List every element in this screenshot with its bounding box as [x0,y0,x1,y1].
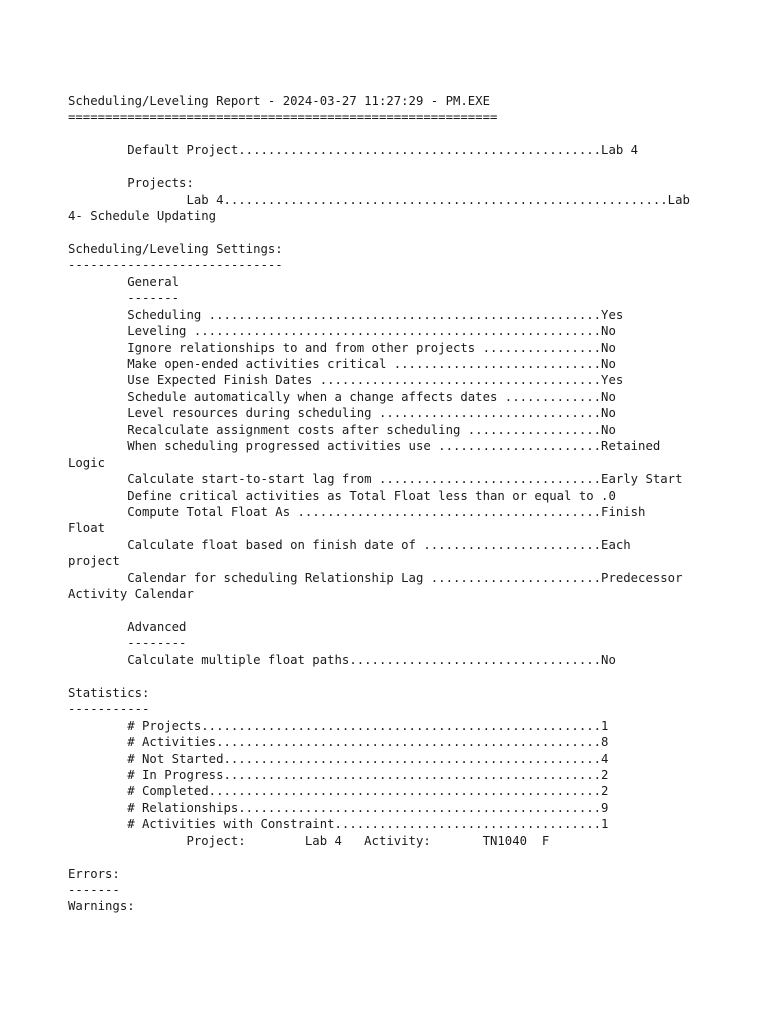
report-line: Compute Total Float As .........................................Finish [68,504,646,519]
report-line: Scheduling .....................................................Yes [68,307,624,322]
report-line: Ignore relationships to and from other projects ................No [68,340,616,355]
report-line: # Activities....................................................8 [68,735,609,750]
report-line: ------- [68,291,180,306]
report-line: Scheduling/Leveling Report - 2024-03-27 11:27:29 - PM.EXE [68,94,490,108]
report-line: Make open-ended activities critical ............................No [68,357,616,371]
report-line: Lab 4............................................................Lab [68,192,690,207]
report-line: # In Progress...................................................2 [68,767,609,782]
report-line: When scheduling progressed activities use ......................Retained [68,439,661,454]
report-line [68,159,690,175]
report-line: Schedule automatically when a change affects dates .............No [68,389,616,404]
report-text [68,93,690,915]
report-line [68,668,690,684]
report-line: Recalculate assignment costs after scheduling ..................No [68,422,616,437]
report-line: Activity Calendar [68,587,194,602]
report-line: Define critical activities as Total Float less than or equal to .0 [68,488,616,503]
report-line: Advanced [68,620,187,634]
report-line: Leveling .......................................................No [68,324,616,339]
report-line: Logic [68,455,106,470]
report-line: Projects: [68,176,194,191]
report-line: ------- [68,883,120,897]
report-line [68,849,690,865]
report-line [68,126,690,142]
report-line: Scheduling/Leveling Settings: [68,241,283,256]
report-line: General [68,274,180,289]
report-line: # Relationships.................................................9 [68,800,609,815]
report-line: # Activities with Constraint....................................1 [68,817,609,832]
report-line: Warnings: [68,899,135,914]
report-line [68,225,690,241]
report-line: # Not Started...................................................4 [68,751,609,766]
report-line: Default Project.................................................Lab 4 [68,143,639,158]
report-line: # Completed.....................................................2 [68,784,609,799]
report-line: Errors: [68,866,120,881]
report-line: Float [68,521,106,536]
report-line: -------- [68,636,187,651]
report-line: ----------------------------- [68,258,283,273]
report-line: Calculate start-to-start lag from ..............................Early Start [68,472,683,487]
report-line: Calculate float based on finish date of ........................Each [68,537,631,552]
report-line: 4- Schedule Updating [68,209,217,224]
report-line: ----------- [68,702,150,717]
report-line: Calendar for scheduling Relationship Lag .......................Predecessor [68,570,683,585]
report-line: project [68,554,120,569]
report-line: Project: Lab 4 Activity: TN1040 F [68,833,550,848]
report-line: ========================================================== [68,110,498,125]
report-line: Use Expected Finish Dates ......................................Yes [68,373,624,388]
report-line: Level resources during scheduling ..............................No [68,406,616,421]
report-line: # Projects......................................................1 [68,718,609,733]
report-line: Statistics: [68,685,150,700]
report-line: Calculate multiple float paths..................................No [68,652,616,667]
report-line [68,603,690,619]
